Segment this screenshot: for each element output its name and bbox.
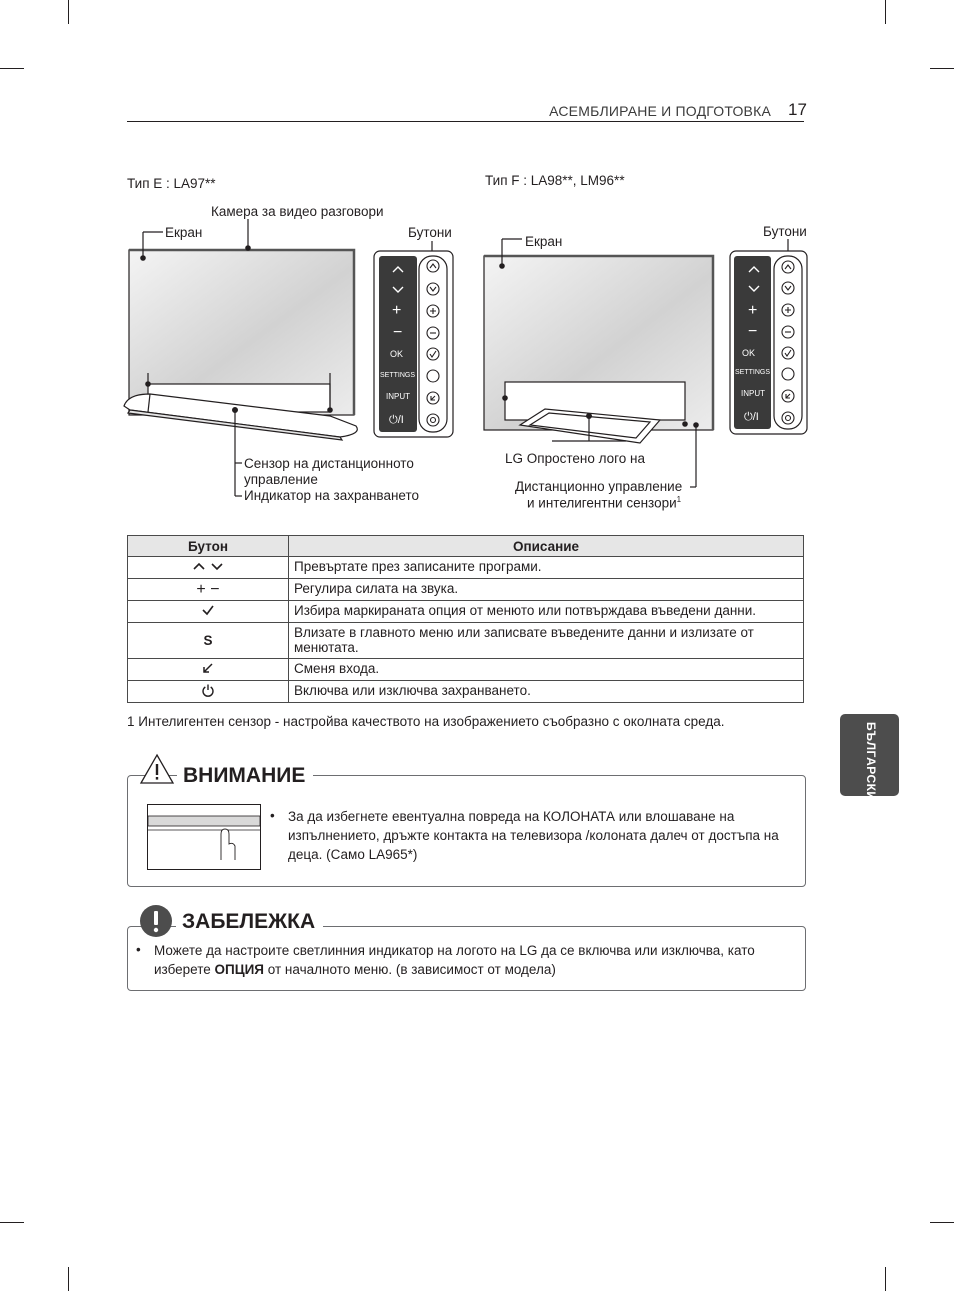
table-cell-description: Превъртате през записаните програми. — [289, 557, 804, 579]
page-number: 17 — [788, 100, 807, 119]
panel-plus-right: + — [748, 302, 758, 319]
type-f-label: Тип F : LA98**, LM96** — [485, 173, 625, 188]
remote-label-line2: и интелигентни сензори$^1$ — [527, 495, 682, 511]
screen-label-right: Екран — [525, 234, 563, 249]
section-title: АСЕМБЛИРАНЕ И ПОДГОТОВКА — [549, 103, 771, 119]
outlet-illustration — [147, 804, 261, 870]
remote-label-line1: Дистанционно управление — [515, 479, 683, 494]
crop-mark — [930, 1222, 954, 1223]
crop-mark — [0, 1222, 24, 1223]
check-icon — [128, 601, 289, 623]
table-row — [128, 681, 804, 703]
screen-label-left: Екран — [165, 225, 203, 240]
power-indicator-label: Индикатор на захранването — [244, 488, 420, 503]
panel-power-right: ⏻/I — [744, 411, 759, 423]
power-icon — [128, 681, 289, 703]
sensor-label-line1: Сензор на дистанционното — [244, 456, 414, 471]
panel-settings-right: SETTINGS — [735, 369, 771, 376]
table-row — [128, 557, 804, 579]
panel-ok-left: OK — [390, 349, 404, 359]
panel-minus-right: − — [748, 323, 758, 340]
input-arrow-icon — [128, 659, 289, 681]
table-row — [128, 601, 804, 623]
crop-mark — [885, 1267, 886, 1291]
settings-s-icon: S — [128, 623, 289, 659]
panel-input-right: INPUT — [741, 389, 765, 398]
language-tab: БЪЛГАРСКИ — [840, 714, 899, 796]
chevron-up-down-icon — [128, 557, 289, 579]
panel-settings-left: SETTINGS — [380, 372, 416, 379]
panel-minus-left: − — [393, 324, 403, 341]
table-header-row — [128, 536, 804, 557]
panel-input-left: INPUT — [386, 392, 410, 401]
control-panel-left — [374, 251, 453, 437]
panel-power-left: ⏻/I — [389, 414, 404, 426]
panel-plus-left: + — [392, 302, 402, 319]
table-header-description: Описание — [289, 536, 804, 557]
button-table — [127, 535, 804, 703]
note-title: ЗАБЕЛЕЖКА — [176, 910, 323, 934]
table-cell-description: Регулира силата на звука. — [289, 579, 804, 601]
buttons-label-right: Бутони — [763, 224, 807, 239]
table-cell-description: Влизате в главното меню или записвате въведените данни и излизате от менютата. — [289, 623, 804, 659]
table-row — [128, 579, 804, 601]
note-text: Можете да настроите светлинния индикатор на логото на LG да се включва или изключва, като изберете ОПЦИЯ от началното меню. (в зависимост от модела) — [154, 943, 755, 977]
table-cell-description: Сменя входа. — [289, 659, 804, 681]
warning-triangle-icon — [138, 752, 176, 786]
exclamation-circle-icon — [139, 904, 173, 938]
table-cell-description: Избира маркираната опция от менюто или потвърждава въведени данни. — [289, 601, 804, 623]
tv-illustrations — [0, 0, 954, 540]
footnote: 1 Интелигентен сензор - настройва качеството на изображението съобразно с околната среда. — [127, 714, 725, 729]
table-row — [128, 623, 804, 659]
note-bullet: • — [136, 942, 141, 957]
table-cell-description: Включва или изключва захранването. — [289, 681, 804, 703]
camera-label: Камера за видео разговори — [211, 204, 384, 219]
buttons-label-left: Бутони — [408, 225, 452, 240]
table-row — [128, 659, 804, 681]
plus-minus-icon: + − — [128, 579, 289, 601]
sensor-label-line2: управление — [244, 472, 318, 487]
caution-bullet: • — [270, 808, 275, 823]
caution-text: За да избегнете евентуална повреда на КОЛОНАТА или влошаване на изпълнението, дръжте контакта на телевизора /колоната далеч от достъпа на деца. (Само LA965*) — [288, 809, 779, 862]
crop-mark — [68, 1267, 69, 1291]
caution-title: ВНИМАНИЕ — [177, 764, 313, 788]
panel-ok-right: OK — [742, 348, 756, 358]
type-e-label: Тип E : LA97** — [127, 176, 216, 191]
logo-label: LG Опростено лого на — [505, 451, 645, 466]
control-panel-right — [730, 251, 807, 434]
table-header-button: Бутон — [128, 536, 289, 557]
